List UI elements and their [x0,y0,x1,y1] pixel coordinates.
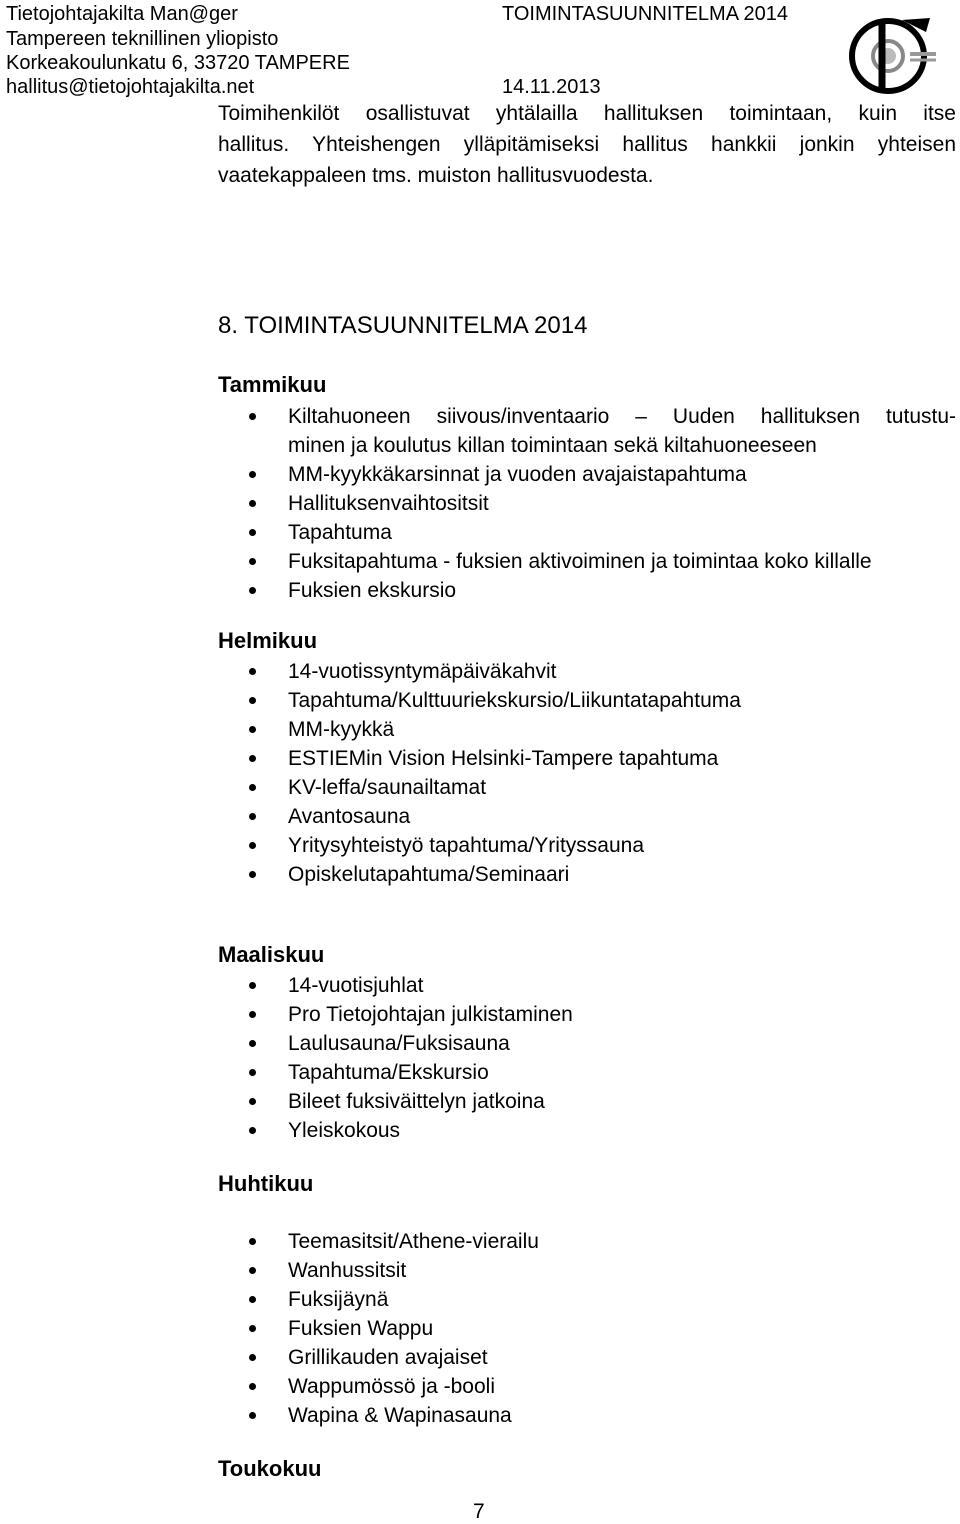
list-item: Hallituksenvaihtositsit [244,489,956,518]
month-heading-huhtikuu: Huhtikuu [218,1171,314,1196]
tammikuu-list [244,402,956,605]
list-item: Teemasitsit/Athene-vierailu [244,1227,956,1256]
month-heading-tammikuu: Tammikuu [218,372,327,397]
list-item: Wappumössö ja -booli [244,1372,956,1401]
intro-line-2: hallitus. Yhteishengen ylläpitämiseksi hallitus hankkii jonkin yhteisen [218,133,956,156]
list-item: Grillikauden avajaiset [244,1343,956,1372]
list-item: Fuksien ekskursio [244,576,956,605]
list-item-line: minen ja koulutus killan toimintaan sekä kiltahuoneeseen [288,434,817,457]
month-heading-helmikuu: Helmikuu [218,628,318,653]
list-item: Wanhussitsit [244,1256,956,1285]
maaliskuu-list [244,971,956,1145]
header-date: 14.11.2013 [502,76,601,98]
list-item: Yleiskokous [244,1116,956,1145]
list-item: MM-kyykkäkarsinnat ja vuoden avajaistapahtuma [244,460,956,489]
list-item: Pro Tietojohtajan julkistaminen [244,1000,956,1029]
helmikuu-list [244,657,956,889]
header-email: hallitus@tietojohtajakilta.net [6,76,255,98]
list-item-line: Kiltahuoneen siivous/inventaario – Uuden hallituksen tutustu- [288,405,956,428]
list-item: Yritysyhteistyö tapahtuma/Yrityssauna [244,831,956,860]
list-item: Fuksijäynä [244,1285,956,1314]
huhtikuu-list [244,1227,956,1430]
list-item: Tapahtuma/Ekskursio [244,1058,956,1087]
page-number: 7 [473,1500,485,1523]
list-item: KV-leffa/saunailtamat [244,773,956,802]
list-item [244,402,956,460]
header-university: Tampereen teknillinen yliopisto [6,28,279,50]
section-title: 8. TOIMINTASUUNNITELMA 2014 [218,312,588,339]
list-item: 14-vuotisjuhlat [244,971,956,1000]
intro-paragraph [218,98,956,191]
list-item: Fuksitapahtuma - fuksien aktivoiminen ja toimintaa koko killalle [244,547,956,576]
month-heading-toukokuu: Toukokuu [218,1456,322,1481]
month-heading-maaliskuu: Maaliskuu [218,942,325,967]
list-item: Laulusauna/Fuksisauna [244,1029,956,1058]
intro-line-3: vaatekappaleen tms. muiston hallitusvuodesta. [218,164,654,187]
list-item: MM-kyykkä [244,715,956,744]
header-address: Korkeakoulunkatu 6, 33720 TAMPERE [6,52,350,74]
intro-line-1: Toimihenkilöt osallistuvat yhtälailla hallituksen toimintaan, kuin itse [218,102,956,125]
header-doc-title: TOIMINTASUUNNITELMA 2014 [502,3,788,25]
list-item: Tapahtuma [244,518,956,547]
guild-logo-icon [842,8,940,100]
list-item: 14-vuotissyntymäpäiväkahvit [244,657,956,686]
list-item: Avantosauna [244,802,956,831]
list-item: Tapahtuma/Kulttuuriekskursio/Liikuntatapahtuma [244,686,956,715]
list-item: Opiskelutapahtuma/Seminaari [244,860,956,889]
list-item: ESTIEMin Vision Helsinki-Tampere tapahtuma [244,744,956,773]
list-item: Wapina & Wapinasauna [244,1401,956,1430]
list-item: Fuksien Wappu [244,1314,956,1343]
list-item: Bileet fuksiväittelyn jatkoina [244,1087,956,1116]
header-org: Tietojohtajakilta Man@ger [6,3,238,25]
